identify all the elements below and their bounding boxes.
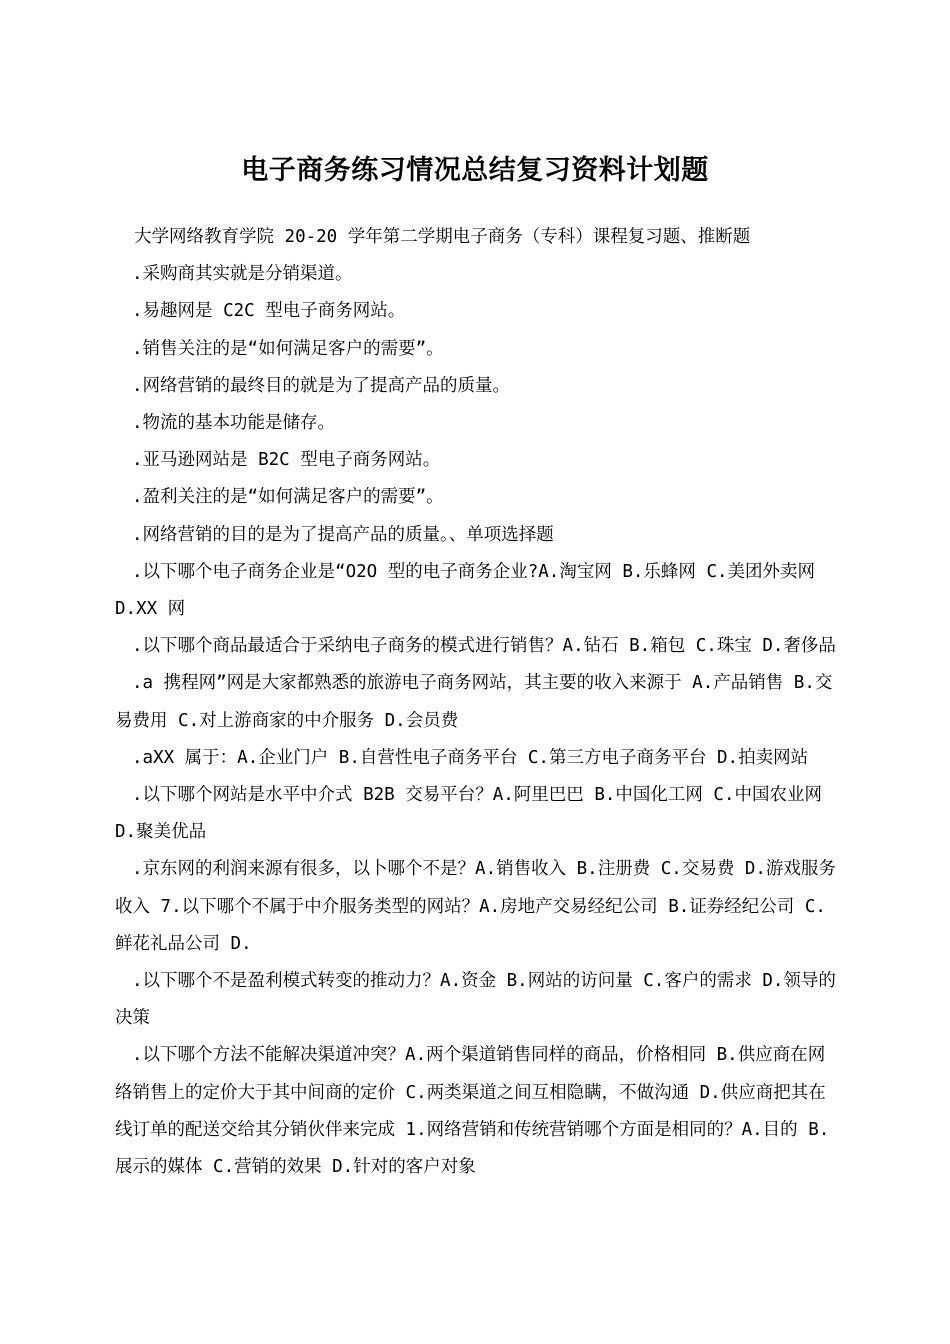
- judgment-item: .亚马逊网站是 B2C 型电子商务网站。: [132, 450, 441, 471]
- choice-question: .以下哪个方法不能解决渠道冲突？A.两个渠道销售同样的商品，价格相同 B.供应商在网络销售上的定价大于其中间商的定价 C.两类渠道之间互相隐瞒，不做沟通 D.供应商把其在线订单的配送交给其分销伙伴来完成 1.网络营销和传统营销哪个方面是相同的？A.目的 B.展示的媒体 C.营销的效果 D.针对的客户对象: [115, 1045, 830, 1178]
- choice-question: .以下哪个不是盈利模式转变的推动力？A.资金 B.网站的访问量 C.客户的需求 D.领导的决策: [115, 971, 836, 1029]
- judgment-item: .物流的基本功能是储存。: [132, 413, 336, 434]
- choice-question: .aXX 属于：A.企业门户 B.自营性电子商务平台 C.第三方电子商务平台 D.拍卖网站: [132, 747, 809, 768]
- choice-question: .京东网的利润来源有很多，以卜哪个不是？A.销售收入 B.注册费 C.交易费 D.游戏服务收入 7.以下哪个不属于中介服务类型的网站？A.房地产交易经纪公司 B.证券经纪公司 C.鲜花礼品公司 D.: [115, 859, 836, 954]
- judgment-item: .网络营销的目的是为了提高产品的质量。、单项选择题: [132, 524, 554, 545]
- document-body: [115, 219, 837, 1186]
- judgment-item: .采购商其实就是分销渠道。: [132, 264, 353, 285]
- choice-question: .以下哪个网站是水平中介式 B2B 交易平台？A.阿里巴巴 B.中国化工网 C.中国农业网 D.聚美优品: [115, 785, 823, 843]
- judgment-item: .盈利关注的是“如何满足客户的需要”。: [132, 487, 444, 508]
- judgment-item: .网络营销的最终目的就是为了提高产品的质量。: [132, 375, 511, 396]
- intro-paragraph: 大学网络教育学院 20-20 学年第二学期电子商务（专科）课程复习题、推断题: [134, 227, 751, 247]
- document-title: 电子商务练习情况总结复习资料计划题: [241, 155, 709, 187]
- choice-question: .以下哪个电子商务企业是“O2O 型的电子商务企业?A.淘宝网 B.乐蜂网 C.美团外卖网 D.XX 网: [115, 561, 816, 620]
- judgment-item: .销售关注的是“如何满足客户的需要”。: [132, 338, 444, 359]
- choice-question: .以下哪个商品最适合于采纳电子商务的模式进行销售？A.钻石 B.箱包 C.珠宝 D.奢侈品: [132, 636, 836, 657]
- judgment-item: .易趣网是 C2C 型电子商务网站。: [132, 301, 406, 322]
- choice-question: .a 携程网”网是大家都熟悉的旅游电子商务网站，其主要的收入来源于 A.产品销售 B.交易费用 C.对上游商家的中介服务 D.会员费: [115, 673, 833, 731]
